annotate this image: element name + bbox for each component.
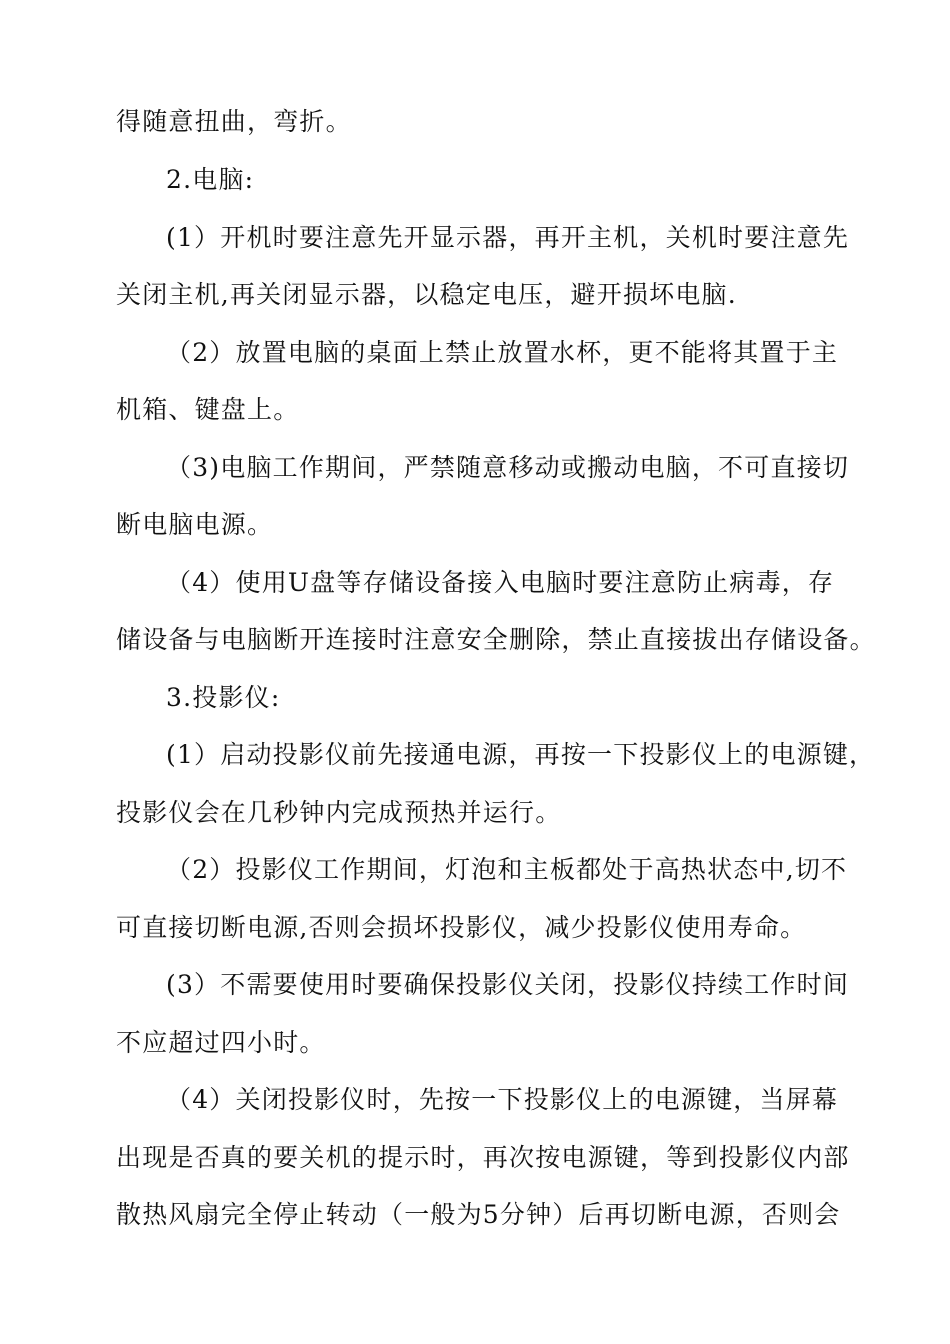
text-line: 得随意扭曲，弯折。 [116, 107, 352, 136]
text-line: 断电脑电源。 [116, 510, 274, 539]
text-line: （2）放置电脑的桌面上禁止放置水杯，更不能将其置于主 [166, 338, 839, 367]
text-line: 储设备与电脑断开连接时注意安全删除，禁止直接拔出存储设备。 [116, 625, 876, 654]
text-line: 关闭主机,再关闭显示器，以稳定电压，避开损坏电脑. [116, 280, 737, 309]
text-line: （4）关闭投影仪时，先按一下投影仪上的电源键，当屏幕 [166, 1085, 839, 1114]
text-line: (1）启动投影仪前先接通电源，再按一下投影仪上的电源键， [166, 740, 876, 769]
text-line: 机箱、键盘上。 [116, 395, 300, 424]
text-line: 可直接切断电源,否则会损坏投影仪，减少投影仪使用寿命。 [116, 913, 807, 942]
text-line: （2）投影仪工作期间，灯泡和主板都处于高热状态中,切不 [166, 855, 848, 884]
section-heading-computer: 2.电脑: [166, 165, 255, 194]
text-line: 投影仪会在几秒钟内完成预热并运行。 [116, 798, 562, 827]
section-heading-projector: 3.投影仪: [166, 683, 281, 712]
text-line: （4）使用U盘等存储设备接入电脑时要注意防止病毒，存 [166, 568, 835, 597]
text-line: 散热风扇完全停止转动（一般为5分钟）后再切断电源，否则会 [116, 1200, 841, 1229]
text-line: (1）开机时要注意先开显示器，再开主机，关机时要注意先 [166, 223, 850, 252]
text-line: (3）不需要使用时要确保投影仪关闭，投影仪持续工作时间 [166, 970, 850, 999]
text-line: 出现是否真的要关机的提示时，再次按电源键，等到投影仪内部 [116, 1143, 850, 1172]
text-line: （3)电脑工作期间，严禁随意移动或搬动电脑，不可直接切 [166, 453, 850, 482]
text-line: 不应超过四小时。 [116, 1028, 326, 1057]
